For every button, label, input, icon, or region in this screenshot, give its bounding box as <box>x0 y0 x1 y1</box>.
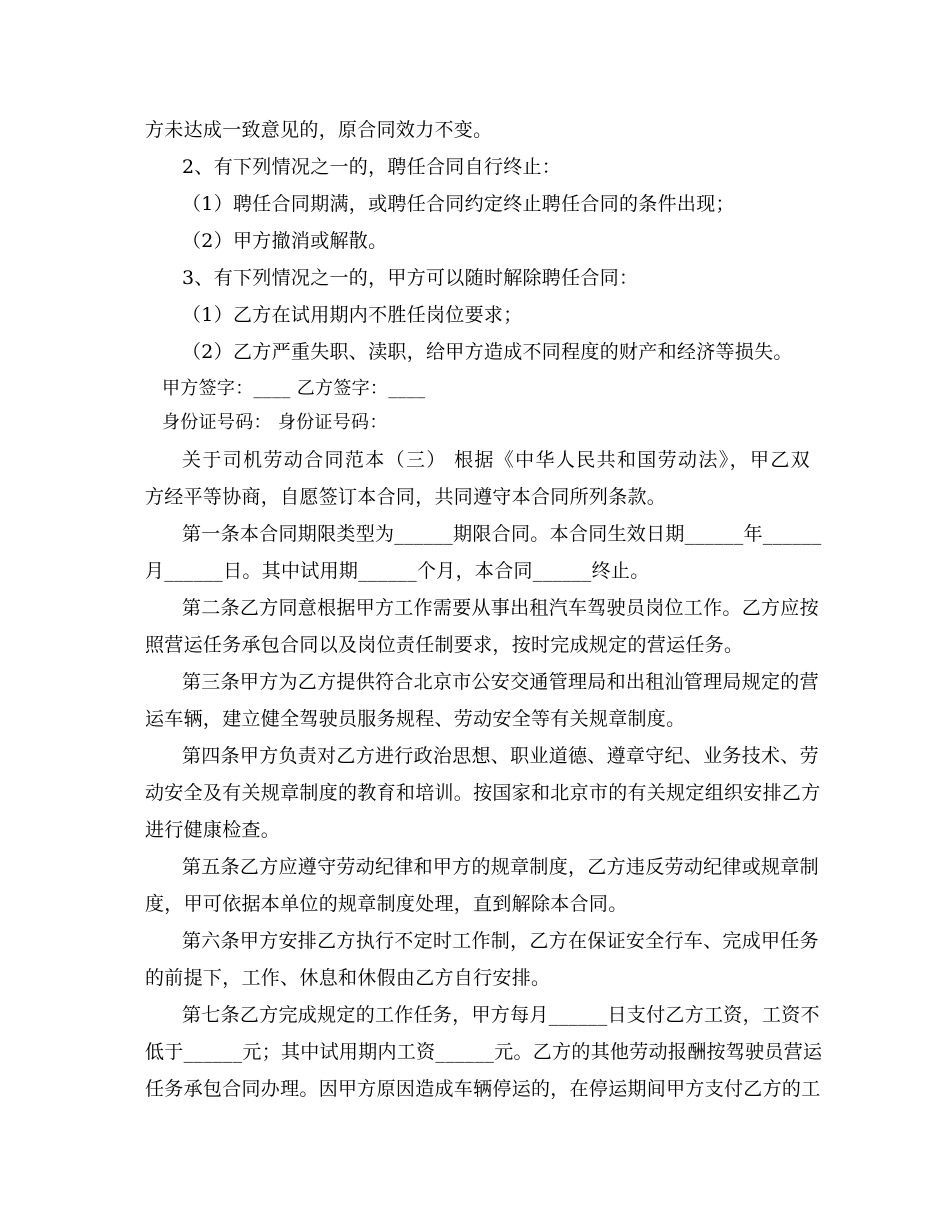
text-line: 3、有下列情况之一的，甲方可以随时解除聘任合同： <box>182 267 639 289</box>
text-line: 2、有下列情况之一的，聘任合同自行终止： <box>182 156 562 178</box>
text-line: 任务承包合同办理。因甲方原因造成车辆停运的，在停运期间甲方支付乙方的工 <box>145 1078 821 1100</box>
text-line: 度，甲可依据本单位的规章制度处理，直到解除本合同。 <box>145 893 628 915</box>
text-line: 第七条乙方完成规定的工作任务，甲方每月______日支付乙方工资，工资不 <box>182 1004 820 1026</box>
text-line: 第四条甲方负责对乙方进行政治思想、职业道德、遵章守纪、业务技术、劳 <box>182 745 819 767</box>
text-line: 第一条本合同期限类型为______期限合同。本合同生效日期______年______ <box>182 523 822 545</box>
section-heading-line: 关于司机劳动合同范本（三） 根据《中华人民共和国劳动法》，甲乙双 <box>182 449 810 471</box>
text-line: （2）甲方撤消或解散。 <box>182 230 388 252</box>
text-line: 进行健康检查。 <box>145 819 281 841</box>
id-number-line: 身份证号码： 身份证号码： <box>162 412 388 433</box>
text-line: 照营运任务承包合同以及岗位责任制要求，按时完成规定的营运任务。 <box>145 634 744 656</box>
text-line: （1）乙方在试用期内不胜任岗位要求； <box>182 304 523 326</box>
text-line: （2）乙方严重失职、渎职，给甲方造成不同程度的财产和经济等损失。 <box>182 341 793 363</box>
text-line: 月______日。其中试用期______个月，本合同______终止。 <box>145 560 650 582</box>
text-line: 的前提下，工作、休息和休假由乙方自行安排。 <box>145 967 551 989</box>
text-line: 方未达成一致意见的，原合同效力不变。 <box>145 119 493 141</box>
text-line: 动安全及有关规章制度的教育和培训。按国家和北京市的有关规定组织安排乙方 <box>145 782 821 804</box>
text-line: 第三条甲方为乙方提供符合北京市公安交通管理局和出租汕管理局规定的营 <box>182 671 819 693</box>
signature-line: 甲方签字：____ 乙方签字：____ <box>162 378 426 399</box>
text-line: 方经平等协商，自愿签订本合同，共同遵守本合同所列条款。 <box>145 486 667 508</box>
text-line: 第六条甲方安排乙方执行不定时工作制，乙方在保证安全行车、完成甲任务 <box>182 930 819 952</box>
text-line: 运车辆，建立健全驾驶员服务规程、劳动安全等有关规章制度。 <box>145 708 686 730</box>
text-line: 第二条乙方同意根据甲方工作需要从事出租汽车驾驶员岗位工作。乙方应按 <box>182 597 819 619</box>
text-line: 第五条乙方应遵守劳动纪律和甲方的规章制度，乙方违反劳动纪律或规章制 <box>182 856 819 878</box>
text-line: 低于______元；其中试用期内工资______元。乙方的其他劳动报酬按驾驶员营运 <box>145 1041 823 1063</box>
text-line: （1）聘任合同期满，或聘任合同约定终止聘任合同的条件出现； <box>182 193 735 215</box>
